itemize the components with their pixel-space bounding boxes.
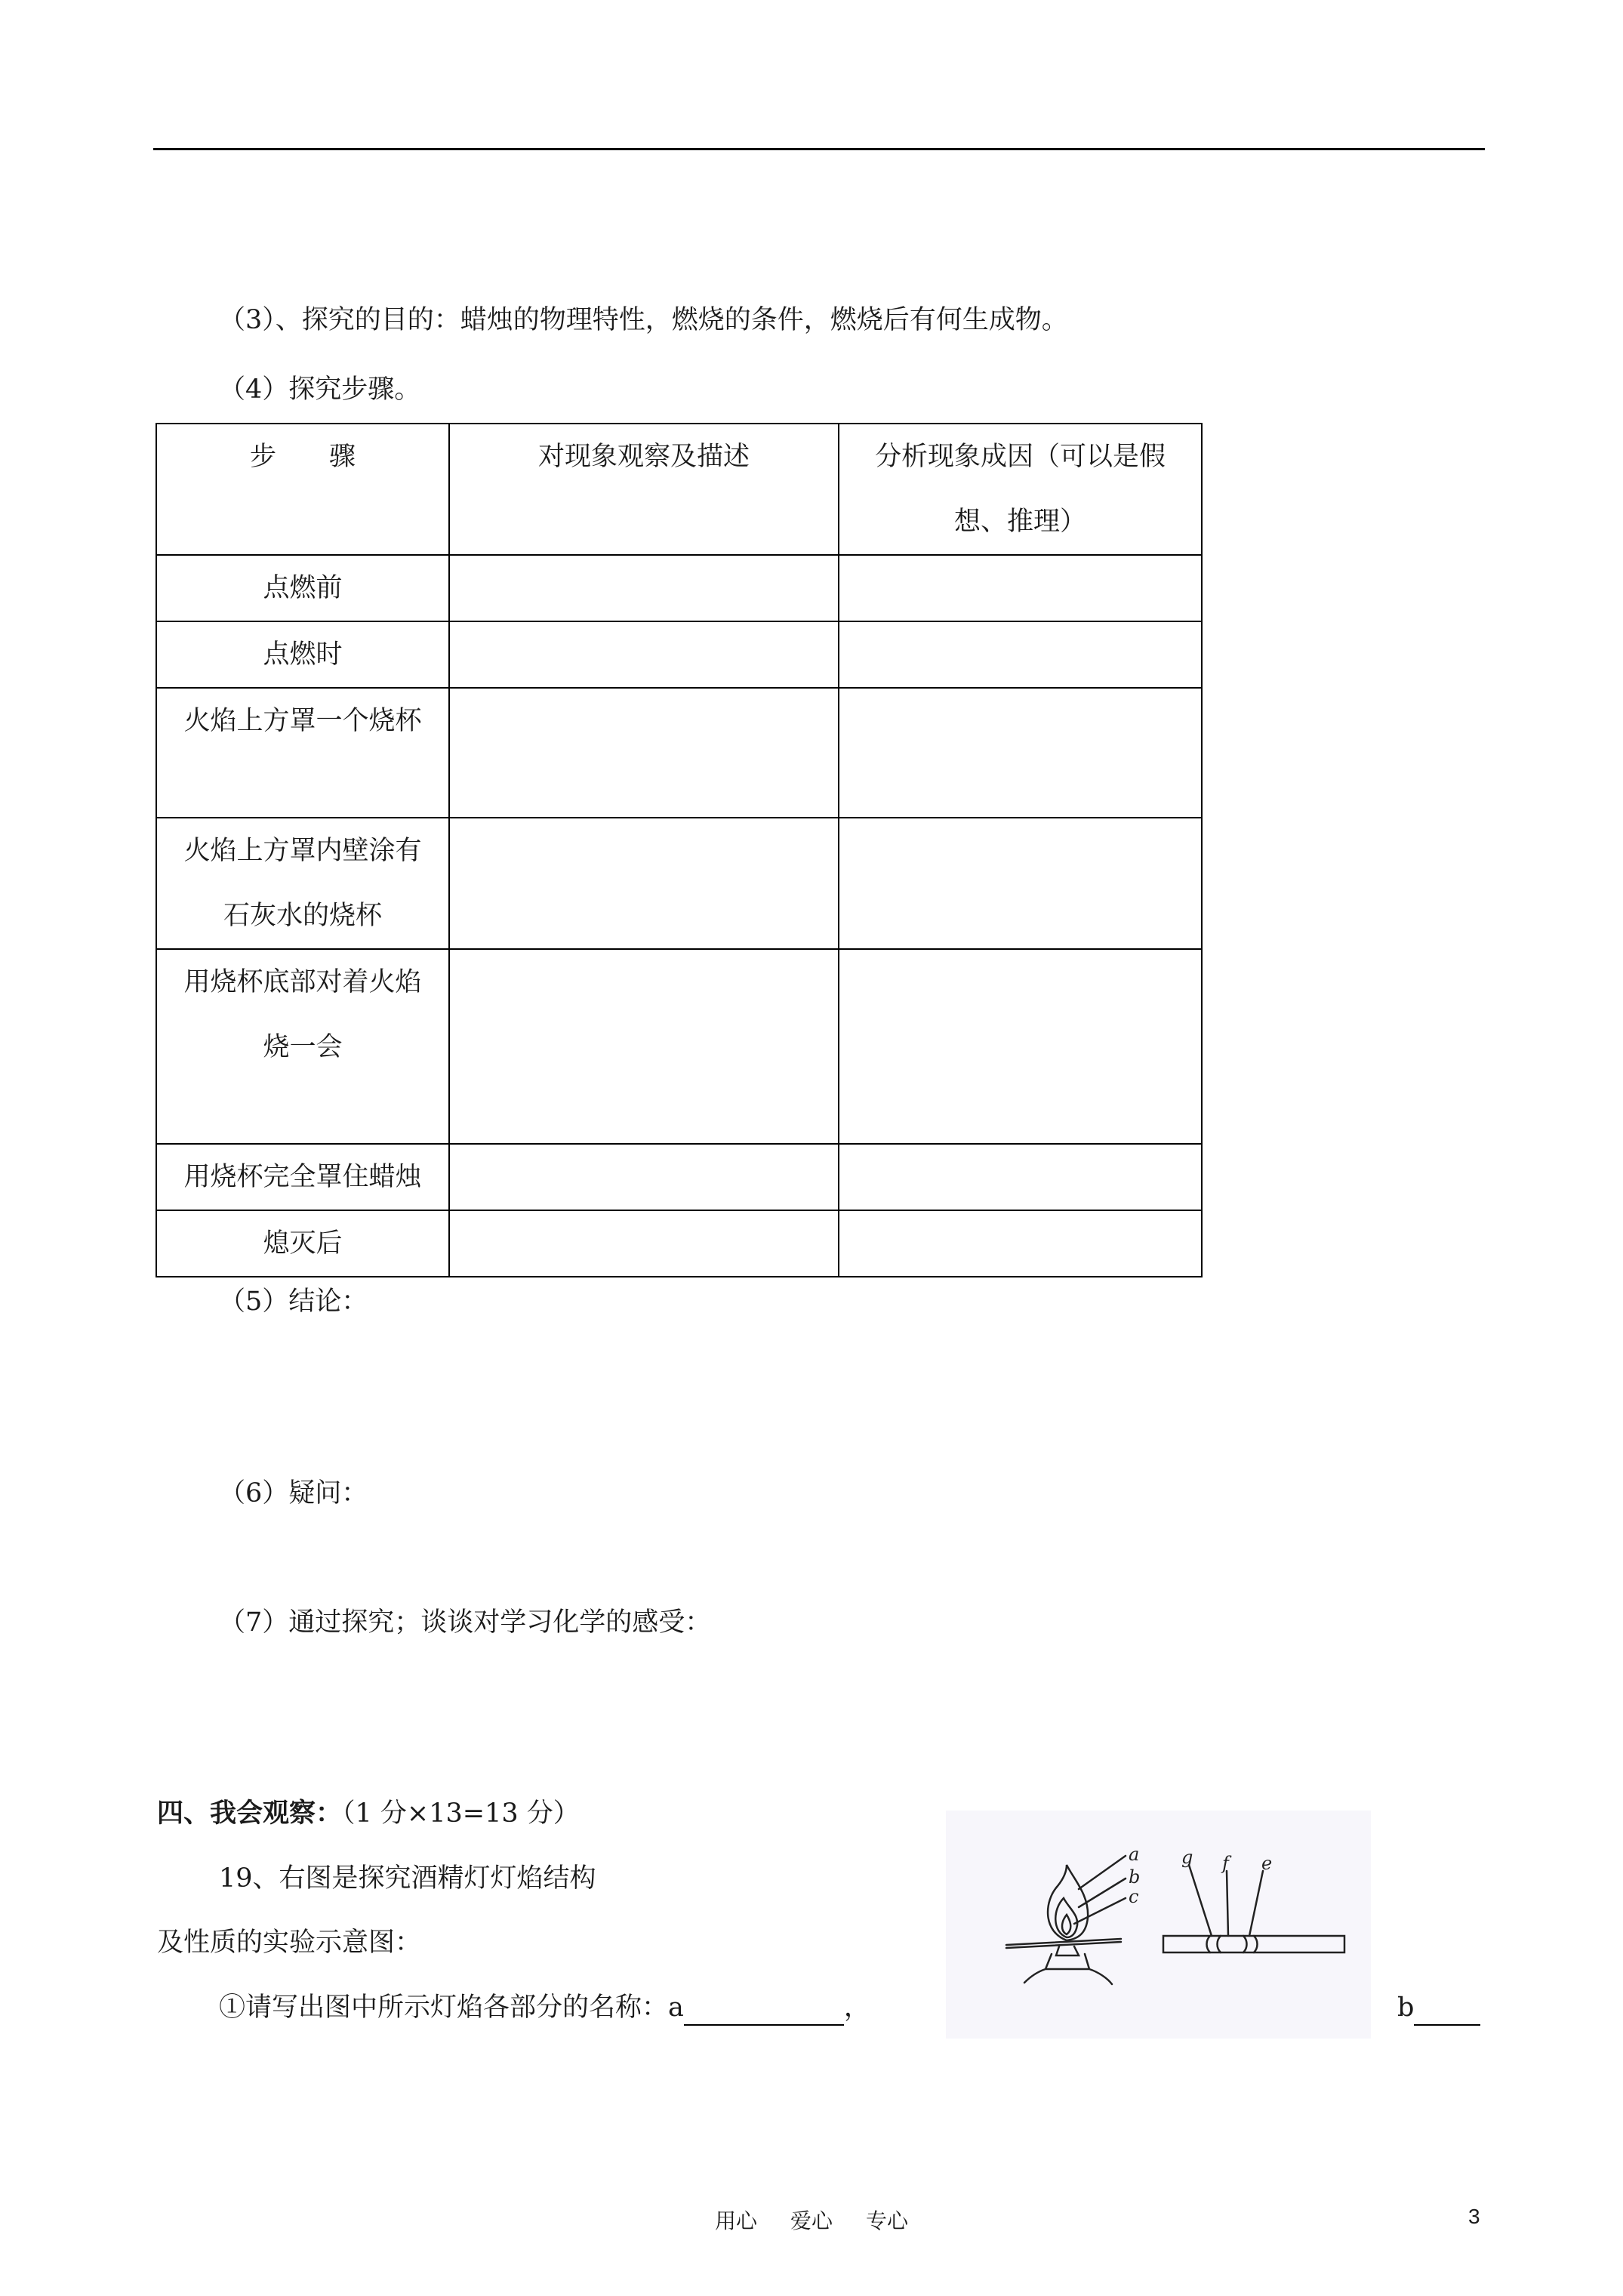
analysis-cell[interactable]: [839, 555, 1202, 621]
alcohol-lamp-figure: [946, 1811, 1371, 2039]
step-label: 火焰上方罩一个烧杯: [183, 706, 422, 736]
q19-b: [1397, 1991, 1480, 2026]
observation-cell[interactable]: [449, 555, 839, 621]
q19-part1: [219, 1991, 870, 2026]
page-number: 3: [1468, 2205, 1480, 2228]
table-row: [156, 688, 1202, 818]
observation-cell[interactable]: [449, 1144, 839, 1210]
flame-middle: [1055, 1898, 1077, 1937]
table-row: [156, 1144, 1202, 1210]
step-cell: [156, 1144, 449, 1210]
footer-word-2: 爱心: [790, 2208, 833, 2233]
header-analysis-line1: 分析现象成因（可以是假: [874, 442, 1166, 472]
q19-line2: 及性质的实验示意图：: [157, 1928, 422, 1958]
step-label-line1: 用烧杯底部对着火焰: [183, 967, 422, 997]
char-mark-outer: [1207, 1936, 1258, 1952]
observation-cell[interactable]: [449, 1210, 839, 1277]
step-cell: [156, 555, 449, 621]
footer-word-1: 用心: [714, 2208, 757, 2233]
leader-b: [1079, 1878, 1126, 1907]
wick: [1056, 1946, 1079, 1955]
q19-part1-text: ①请写出图中所示灯焰各部分的名称：a: [219, 1992, 684, 2023]
header-step: 步 骤: [156, 424, 449, 555]
table-row: [156, 949, 1202, 1144]
label-f: f: [1222, 1853, 1229, 1874]
table-row: [156, 1210, 1202, 1277]
analysis-cell[interactable]: [839, 818, 1202, 949]
section4-title: 四、我会观察：: [157, 1798, 343, 1829]
analysis-cell[interactable]: [839, 1144, 1202, 1210]
table-row: [156, 818, 1202, 949]
step-cell: [156, 621, 449, 688]
step-label: 用烧杯完全罩住蜡烛: [183, 1162, 422, 1192]
q19-line1: 19、右图是探究酒精灯灯焰结构: [219, 1863, 596, 1894]
flame-inner: [1062, 1915, 1070, 1934]
analysis-cell[interactable]: [839, 949, 1202, 1144]
lamp-body: [1024, 1954, 1112, 1984]
step-label-line2: 石灰水的烧杯: [223, 901, 382, 931]
label-g: g: [1181, 1847, 1193, 1868]
table-row: [156, 555, 1202, 621]
flame-outer: [1048, 1865, 1088, 1940]
step-label: 点燃前: [263, 573, 343, 603]
glass-rod-right: [1163, 1936, 1344, 1952]
label-c: c: [1129, 1886, 1139, 1907]
feeling-label: （7）通过探究；谈谈对学习化学的感受：: [219, 1607, 712, 1638]
analysis-cell[interactable]: [839, 621, 1202, 688]
label-b: b: [1129, 1866, 1141, 1888]
flame-diagram: [946, 1811, 1371, 2039]
answer-blank-a[interactable]: [684, 1991, 844, 2026]
conclusion-label: （5）结论：: [219, 1287, 368, 1317]
question-label: （6）疑问：: [219, 1478, 368, 1509]
step-label-line2: 烧一会: [263, 1032, 343, 1062]
header-analysis-line2: 想、推理）: [953, 507, 1086, 537]
label-a: a: [1129, 1844, 1140, 1865]
steps-table: [156, 423, 1203, 1277]
step-label: 熄灭后: [263, 1228, 343, 1259]
step-cell: [156, 1210, 449, 1277]
footer-word-3: 专心: [866, 2208, 909, 2233]
leader-e: [1249, 1871, 1263, 1936]
leader-a: [1079, 1856, 1126, 1889]
q19-b-label: b: [1397, 1992, 1415, 2023]
purpose-text: （3）、探究的目的：蜡烛的物理特性，燃烧的条件，燃烧后有何生成物。: [219, 305, 1068, 335]
footer: [0, 2205, 1623, 2235]
step-cell: [156, 688, 449, 818]
header-analysis: [839, 424, 1202, 555]
observation-cell[interactable]: [449, 621, 839, 688]
steps-title: （4）探究步骤。: [219, 374, 421, 405]
observation-cell[interactable]: [449, 688, 839, 818]
section4-heading: [157, 1797, 580, 1830]
step-cell: [156, 818, 449, 949]
analysis-cell[interactable]: [839, 688, 1202, 818]
header-observation: 对现象观察及描述: [449, 424, 839, 555]
header-rule: [153, 148, 1485, 150]
label-e: e: [1261, 1853, 1273, 1874]
observation-cell[interactable]: [449, 818, 839, 949]
leader-c: [1074, 1898, 1126, 1924]
analysis-cell[interactable]: [839, 1210, 1202, 1277]
leader-f: [1227, 1871, 1228, 1936]
step-label-line1: 火焰上方罩内壁涂有: [183, 836, 422, 866]
leader-g: [1189, 1865, 1212, 1936]
section4-score: （1 分×13=13 分）: [342, 1798, 580, 1829]
table-row: [156, 621, 1202, 688]
step-label: 点燃时: [263, 639, 343, 670]
table-header-row: [156, 424, 1202, 555]
answer-blank-b[interactable]: [1414, 1991, 1480, 2026]
char-mark-inner: [1218, 1936, 1247, 1952]
observation-cell[interactable]: [449, 949, 839, 1144]
q19-comma: ，: [843, 1992, 870, 2023]
step-cell: [156, 949, 449, 1144]
